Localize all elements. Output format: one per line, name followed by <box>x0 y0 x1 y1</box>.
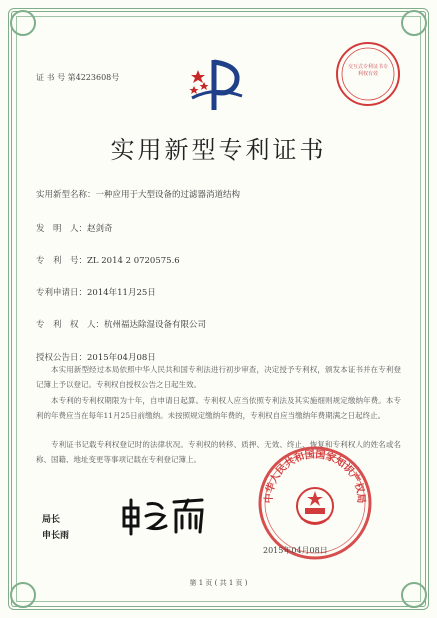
signer-name: 申长雨 <box>42 531 70 541</box>
issue-date: 2015年04月08日 <box>263 546 328 555</box>
handwritten-signature <box>118 488 208 538</box>
field-value: 2014年11月25日 <box>87 288 156 298</box>
field-label: 实用新型名称： <box>36 190 96 200</box>
field-value: 一种应用于大型设备的过滤器消道结构 <box>95 190 241 200</box>
page-number: 第 1 页 ( 共 1 页 ) <box>189 579 248 587</box>
signer-title: 局长 <box>42 515 61 525</box>
field-value: 杭州福达除湿设备有限公司 <box>104 320 207 330</box>
seal-small-text: 交互式专利证书专利权有效 <box>347 64 388 77</box>
patent-owner-row <box>36 318 206 330</box>
sipo-logo-icon <box>184 52 250 118</box>
corner-ornament <box>10 10 36 36</box>
application-date-row <box>36 286 156 298</box>
field-label: 授权公告日： <box>36 353 88 363</box>
field-value: 赵剑奇 <box>87 224 113 234</box>
field-label: 专 利 号： <box>36 256 88 266</box>
page-title: 实用新型专利证书 <box>110 136 327 164</box>
utility-model-name-row <box>36 188 240 200</box>
field-value: ZL 2014 2 0720575.6 <box>87 256 180 266</box>
body-paragraph: 专利证书记载专利权登记时的法律状况。专利权的转移、质押、无效、终止、恢复和专利权人的姓名或名称、国籍、地址变更等事项记载在专利登记簿上。 <box>36 440 401 464</box>
body-paragraph: 本专利的专利权期限为十年，自申请日起算。专利权人应当依照专利法及其实施细则规定缴纳年费。本专利的年费应当在每年11月25日前缴纳。未按照规定缴纳年费的，专利权自应当缴纳年费期满之日起终止。 <box>36 396 401 420</box>
patent-number-row <box>36 254 180 266</box>
corner-ornament <box>401 10 427 36</box>
certificate-number: 证 书 号 第4223608号 <box>36 73 120 82</box>
field-label: 专利申请日： <box>36 288 88 298</box>
field-value: 2015年04月08日 <box>87 353 156 363</box>
seal-ring-text: 中华人民共和国国家知识产权局 <box>263 449 367 504</box>
field-label: 发 明 人： <box>36 224 88 234</box>
inventor-row <box>36 222 113 234</box>
field-label: 专 利 权 人： <box>36 320 105 330</box>
body-paragraph: 本实用新型经过本局依照中华人民共和国专利法进行初步审查，决定授予专利权，颁发本证书并在专利登记簿上予以登记。专利权自授权公告之日起生效。 <box>36 365 401 389</box>
